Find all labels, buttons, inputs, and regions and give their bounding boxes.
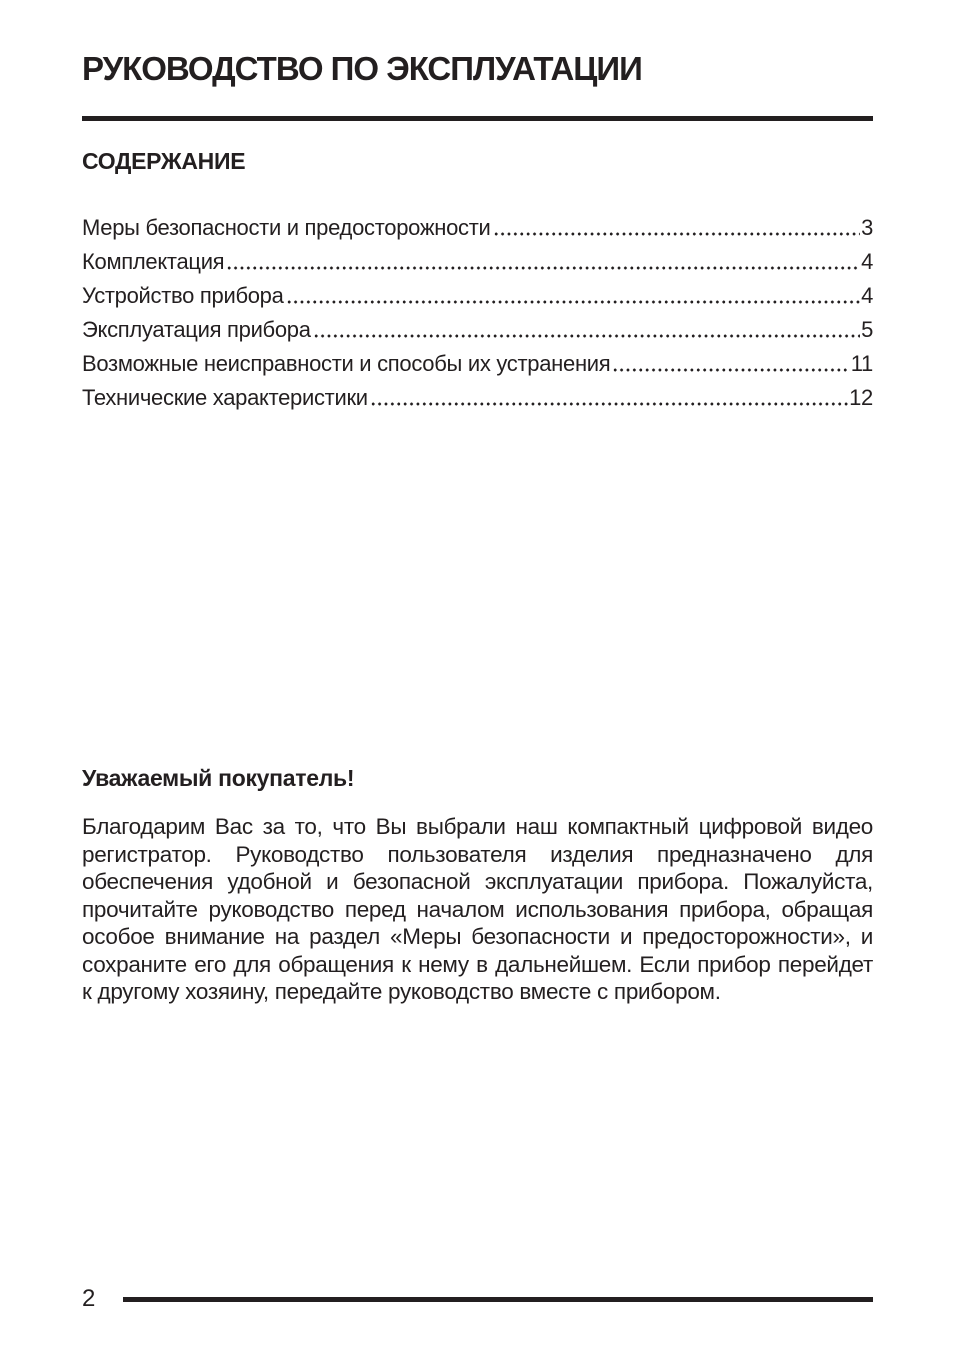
page-content (82, 0, 873, 1006)
toc-entry-title: Меры безопасности и предосторожности (82, 215, 491, 241)
toc-entry (82, 275, 873, 309)
page-number: 2 (82, 1285, 96, 1312)
page-header (82, 0, 873, 121)
toc-leader-dots (286, 299, 861, 305)
footer-rule (123, 1297, 873, 1302)
toc-entry-title: Устройство прибора (82, 283, 284, 309)
toc-leader-dots (313, 333, 860, 339)
toc-entry-page: 3 (861, 215, 873, 241)
toc-entry (82, 241, 873, 275)
toc-entry-page: 12 (849, 385, 873, 411)
toc-entry-title: Технические характеристики (82, 385, 368, 411)
toc-leader-dots (612, 367, 849, 373)
intro-heading: Уважаемый покупатель! (82, 765, 355, 792)
intro-paragraph: Благодарим Вас за то, что Вы выбрали наш компактный цифровой видео регистратор. Руководство пользователя изделия предназначено для обеспечения удобной и безопасной эксплуатации прибора. Пожалуйста, прочитайте руководство перед началом использования прибора, обращая особое внимание на раздел «Меры безопасности и предосторожности», и сохраните его для обращения к нему в дальнейшем. Если прибор перейдет к другому хозяину, передайте руководство вместе с прибором. (82, 814, 873, 1005)
toc-entry-title: Возможные неисправности и способы их устранения (82, 351, 611, 377)
toc-entry (82, 343, 873, 377)
toc-entry (82, 207, 873, 241)
page-footer (82, 1286, 873, 1312)
table-of-contents (82, 207, 873, 411)
contents-heading: СОДЕРЖАНИЕ (82, 148, 246, 175)
toc-leader-dots (493, 231, 861, 237)
toc-entry-title: Эксплуатация прибора (82, 317, 311, 343)
toc-entry-page: 11 (850, 351, 873, 377)
page-title: РУКОВОДСТВО ПО ЭКСПЛУАТАЦИИ (82, 50, 642, 88)
toc-entry-title: Комплектация (82, 249, 225, 275)
toc-entry-page: 4 (861, 283, 873, 309)
toc-entry (82, 309, 873, 343)
toc-leader-dots (226, 265, 860, 271)
toc-entry-page: 4 (861, 249, 873, 275)
toc-leader-dots (370, 401, 848, 407)
toc-entry-page: 5 (861, 317, 873, 343)
toc-entry (82, 377, 873, 411)
